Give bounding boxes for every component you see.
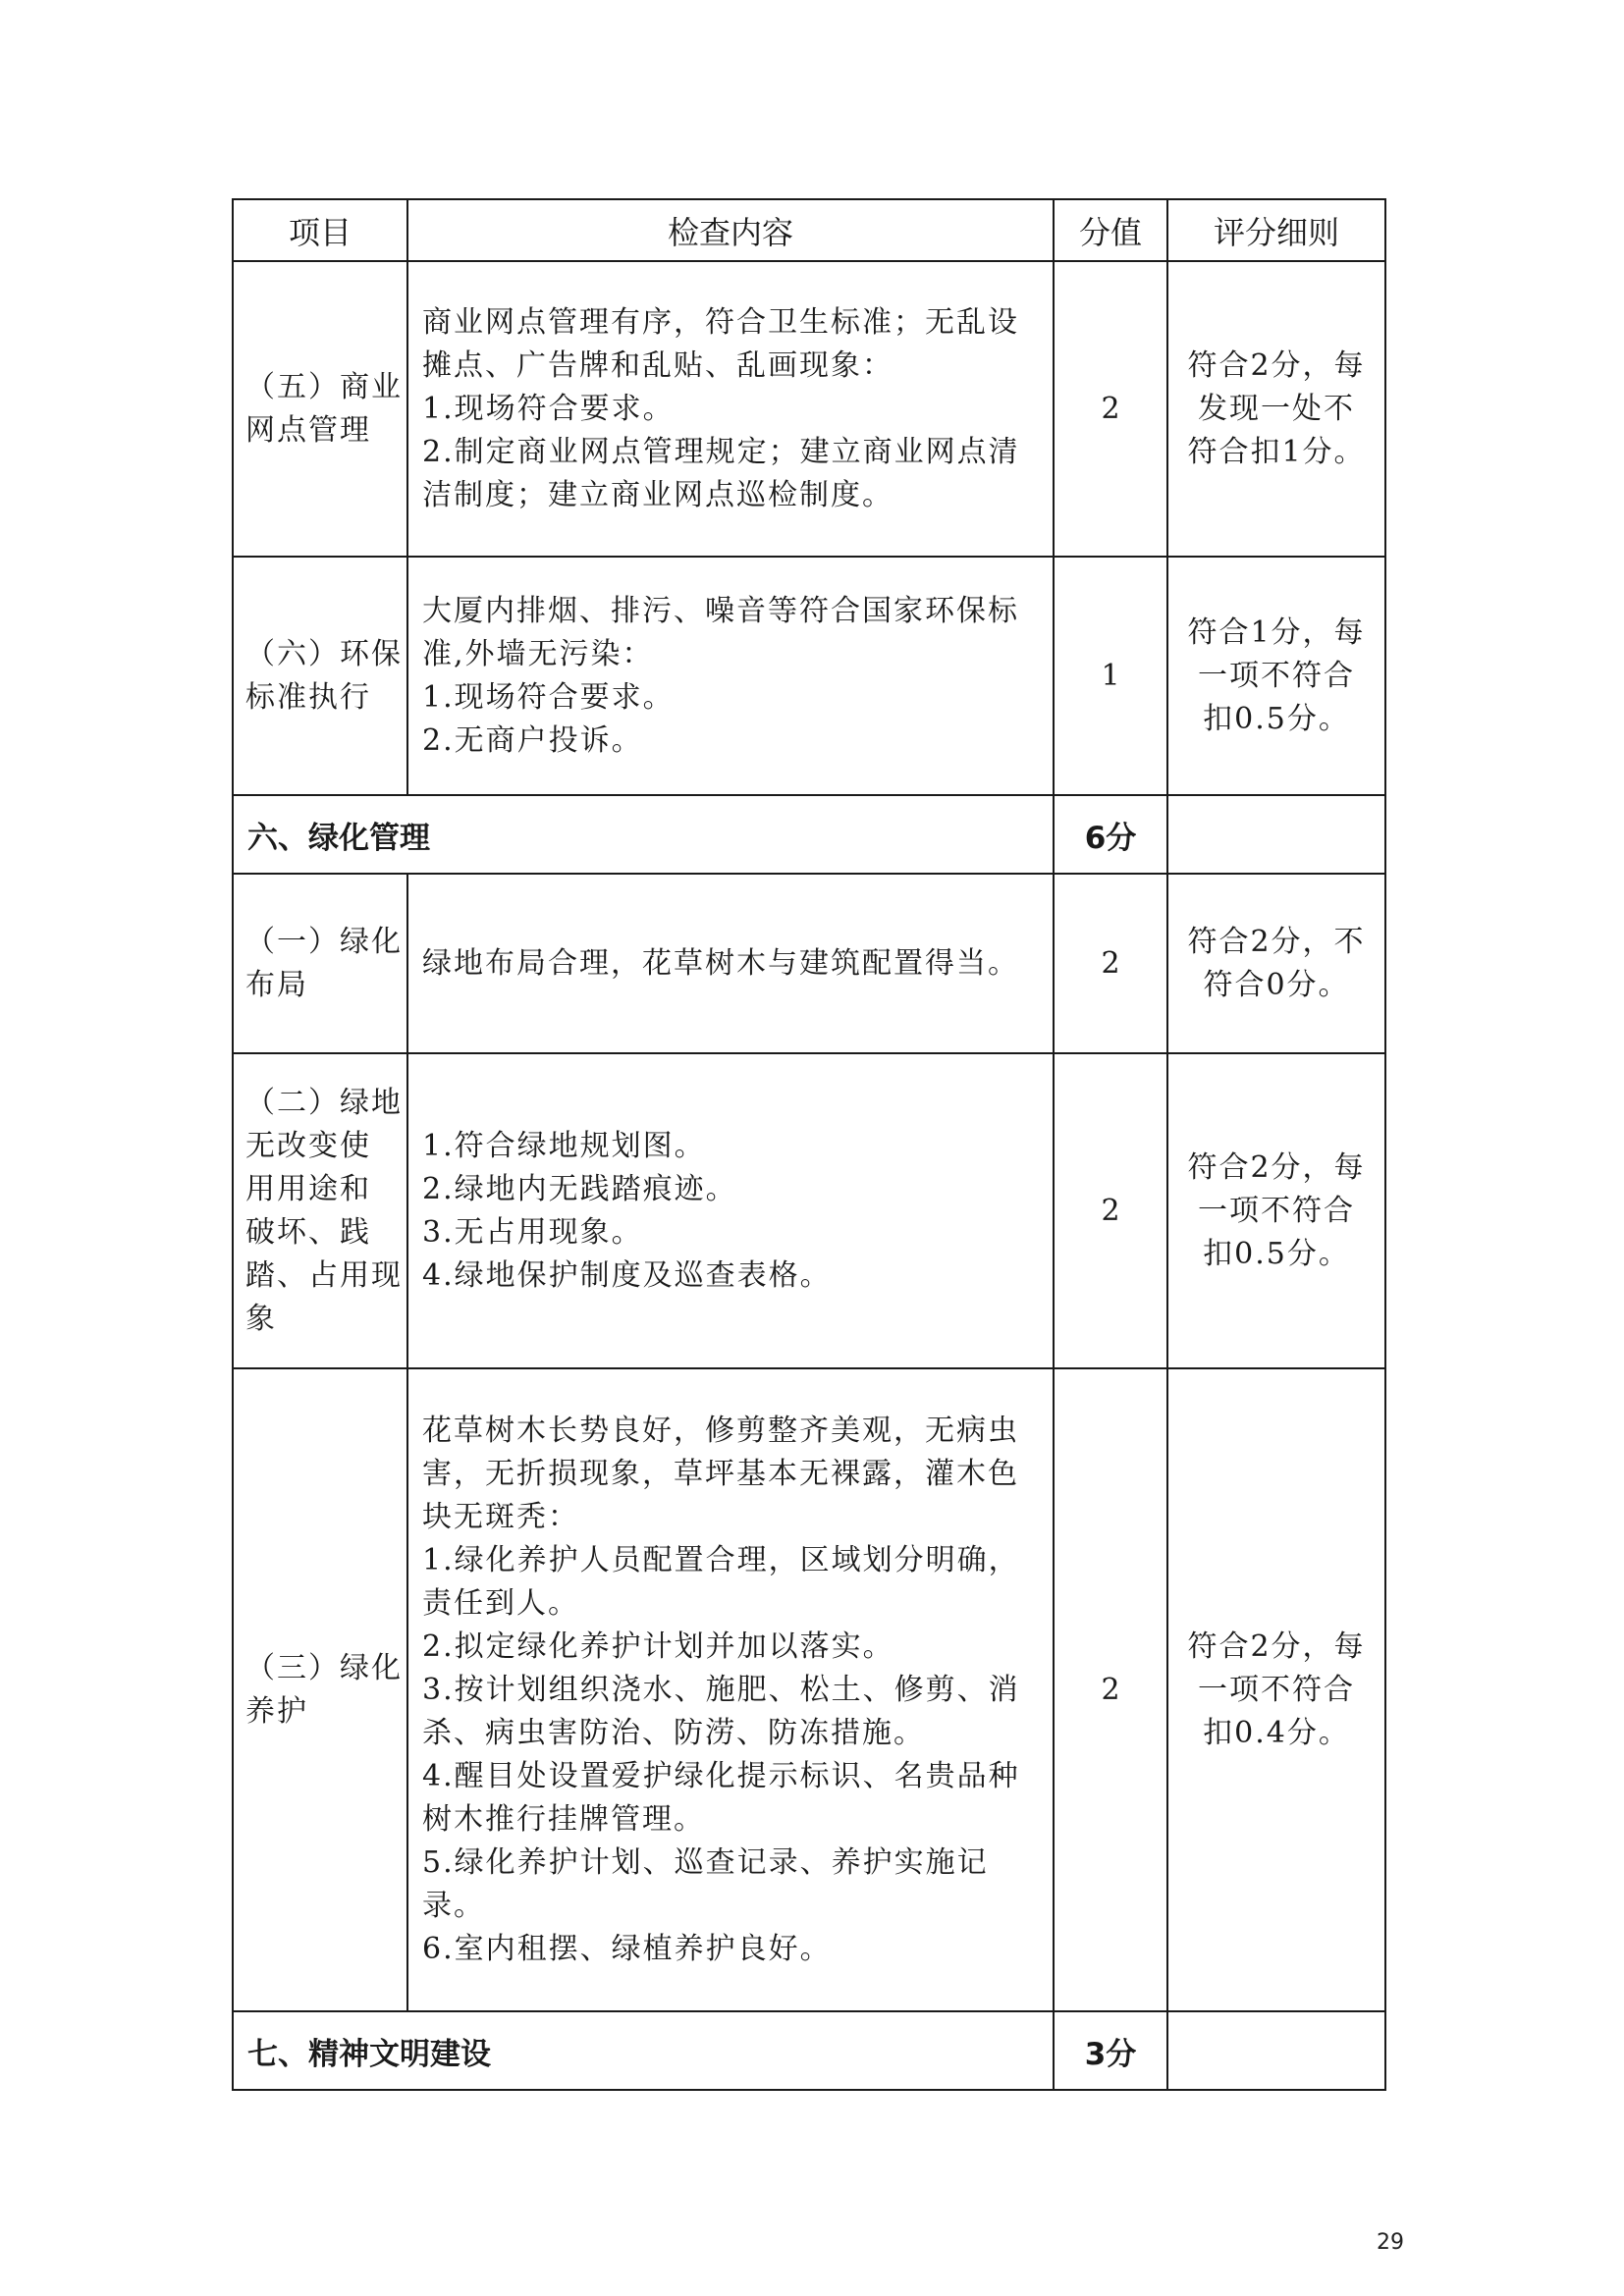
content-cell (407, 1053, 1054, 1368)
score-cell: 1 (1054, 557, 1167, 795)
item-line: （二）绿地 (245, 1085, 403, 1120)
header-rule: 评分细则 (1167, 199, 1385, 261)
rule-line: 符合0分。 (1203, 967, 1350, 1002)
rule-line: 符合1分，每 (1187, 614, 1366, 650)
content-line: 洁制度；建立商业网点巡检制度。 (422, 477, 893, 512)
page-number: 29 (1377, 2230, 1404, 2255)
content-cell (407, 874, 1054, 1053)
score-cell: 2 (1054, 1053, 1167, 1368)
content-line: 4.绿地保护制度及巡查表格。 (422, 1257, 832, 1293)
item-cell (233, 1368, 407, 2011)
content-cell (407, 1368, 1054, 2011)
item-line: 无改变使 (245, 1128, 371, 1163)
section-score: 3分 (1054, 2011, 1167, 2090)
item-line: 象 (245, 1301, 277, 1336)
content-line: 2.绿地内无践踏痕迹。 (422, 1171, 737, 1206)
section-row (233, 795, 1385, 874)
item-line: （五）商业 (245, 369, 403, 404)
item-line: （一）绿化 (245, 924, 403, 959)
inspection-table (232, 198, 1386, 2091)
item-cell (233, 874, 407, 1053)
rule-line: 一项不符合 (1198, 1672, 1355, 1707)
rule-line: 扣0.5分。 (1203, 701, 1350, 736)
content-cell (407, 557, 1054, 795)
content-line: 树木推行挂牌管理。 (422, 1801, 705, 1837)
rule-line: 一项不符合 (1198, 1193, 1355, 1228)
content-line: 杀、病虫害防治、防涝、防冻措施。 (422, 1715, 925, 1750)
item-cell (233, 557, 407, 795)
content-line: 5.绿化养护计划、巡查记录、养护实施记录。 (422, 1844, 989, 1923)
section-title: 六、绿化管理 (233, 795, 1054, 874)
content-line: 2.无商户投诉。 (422, 722, 643, 758)
section-empty-cell (1167, 2011, 1385, 2090)
content-line: 害，无折损现象，草坪基本无裸露，灌木色 (422, 1456, 1019, 1491)
rule-cell (1167, 1368, 1385, 2011)
content-line: 2.制定商业网点管理规定；建立商业网点清 (422, 434, 1020, 469)
content-line: 1.符合绿地规划图。 (422, 1128, 706, 1163)
content-line: 1.现场符合要求。 (422, 391, 675, 426)
score-cell: 2 (1054, 874, 1167, 1053)
content-line: 准,外墙无污染： (422, 636, 654, 671)
rule-line: 扣0.5分。 (1203, 1236, 1350, 1271)
rule-cell (1167, 874, 1385, 1053)
item-line: 网点管理 (245, 412, 371, 448)
item-line: 养护 (245, 1693, 308, 1729)
content-line: 3.按计划组织浇水、施肥、松土、修剪、消 (422, 1672, 1020, 1707)
header-content: 检查内容 (407, 199, 1054, 261)
header-item: 项目 (233, 199, 407, 261)
content-cell (407, 261, 1054, 557)
rule-line: 符合2分，每 (1187, 1629, 1366, 1664)
rule-line: 符合2分，每 (1187, 347, 1366, 383)
item-line: （三）绿化 (245, 1650, 403, 1685)
item-line: 用用途和 (245, 1171, 371, 1206)
content-line: 商业网点管理有序，符合卫生标准；无乱设 (422, 304, 1019, 340)
table-row (233, 557, 1385, 795)
content-line: 2.拟定绿化养护计划并加以落实。 (422, 1629, 894, 1664)
rule-line: 符合2分，不 (1187, 924, 1366, 959)
section-empty-cell (1167, 795, 1385, 874)
score-cell: 2 (1054, 1368, 1167, 2011)
section-title: 七、精神文明建设 (233, 2011, 1054, 2090)
rule-line: 发现一处不 (1198, 391, 1355, 426)
rule-cell (1167, 557, 1385, 795)
content-line: 3.无占用现象。 (422, 1214, 643, 1250)
table-row (233, 261, 1385, 557)
rule-line: 符合扣1分。 (1187, 434, 1366, 469)
item-line: 踏、占用现 (245, 1257, 403, 1293)
content-line: 1.现场符合要求。 (422, 679, 675, 715)
item-cell (233, 1053, 407, 1368)
header-score: 分值 (1054, 199, 1167, 261)
rule-cell (1167, 1053, 1385, 1368)
rule-line: 一项不符合 (1198, 658, 1355, 693)
rule-line: 符合2分，每 (1187, 1149, 1366, 1185)
item-line: 破坏、践 (245, 1214, 371, 1250)
content-line: 绿地布局合理，花草树木与建筑配置得当。 (422, 945, 1019, 981)
table-row (233, 1053, 1385, 1368)
content-line: 花草树木长势良好，修剪整齐美观，无病虫 (422, 1413, 1019, 1448)
table-row (233, 874, 1385, 1053)
rule-line: 扣0.4分。 (1203, 1715, 1350, 1750)
content-line: 4.醒目处设置爱护绿化提示标识、名贵品种 (422, 1758, 1020, 1793)
item-line: 布局 (245, 967, 308, 1002)
item-line: 标准执行 (245, 679, 371, 715)
content-line: 6.室内租摆、绿植养护良好。 (422, 1931, 832, 1966)
rule-cell (1167, 261, 1385, 557)
content-line: 责任到人。 (422, 1585, 579, 1621)
content-line: 块无斑秃： (422, 1499, 579, 1534)
section-score: 6分 (1054, 795, 1167, 874)
table-header-row (233, 199, 1385, 261)
score-cell: 2 (1054, 261, 1167, 557)
section-row (233, 2011, 1385, 2090)
content-line: 1.绿化养护人员配置合理，区域划分明确， (422, 1542, 1020, 1577)
item-cell (233, 261, 407, 557)
content-line: 大厦内排烟、排污、噪音等符合国家环保标 (422, 593, 1019, 628)
table-row (233, 1368, 1385, 2011)
item-line: （六）环保 (245, 636, 403, 671)
content-line: 摊点、广告牌和乱贴、乱画现象： (422, 347, 893, 383)
